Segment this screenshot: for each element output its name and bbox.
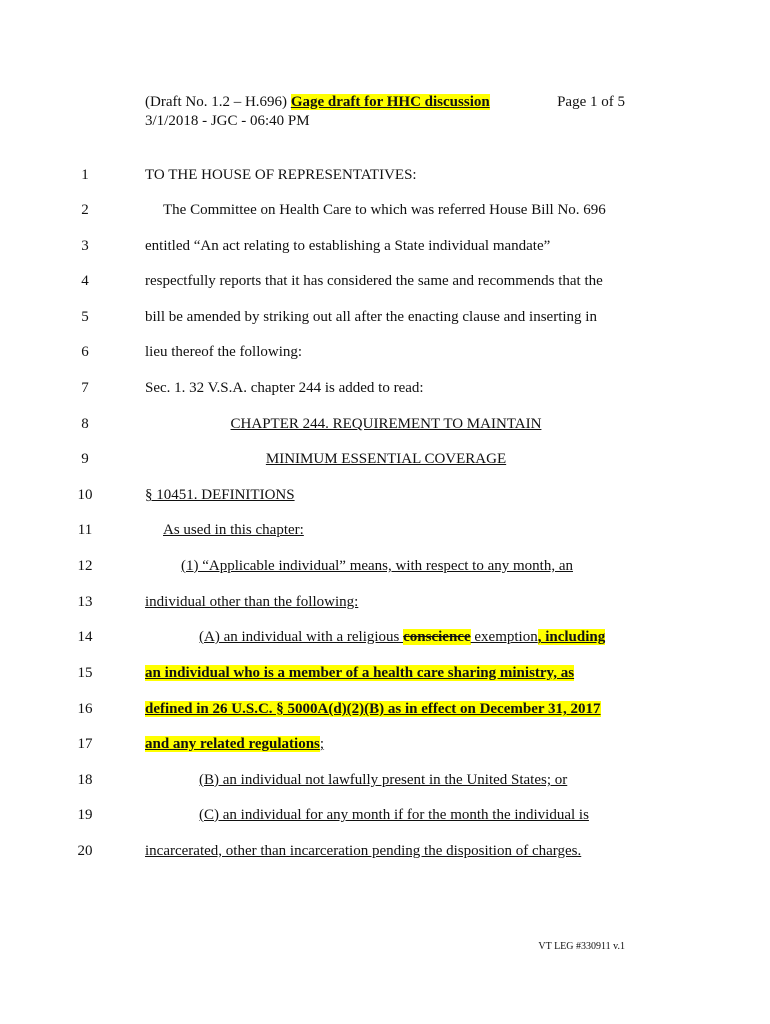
page-number: Page 1 of 5 [557, 94, 625, 110]
line-number: 6 [81, 344, 89, 360]
draft-label: (Draft No. 1.2 – H.696) [145, 94, 291, 110]
line-number: 8 [81, 416, 89, 432]
text-line [145, 663, 574, 683]
inserted-text: and any related regulations [145, 736, 320, 752]
line-number: 17 [77, 736, 93, 752]
draft-header [145, 92, 490, 112]
chapter-subtitle: MINIMUM ESSENTIAL COVERAGE [265, 451, 507, 467]
line-number: 19 [77, 807, 93, 823]
text-line: As used in this chapter: [163, 522, 304, 538]
line-number: 16 [77, 701, 93, 717]
text-line: (1) “Applicable individual” means, with respect to any month, an [181, 558, 573, 574]
line-number: 15 [77, 665, 93, 681]
inserted-text: defined in 26 U.S.C. § 5000A(d)(2)(B) as in effect on December 31, 2017 [145, 701, 601, 717]
line-number: 20 [77, 843, 93, 859]
text-line: The Committee on Health Care to which was referred House Bill No. 696 [163, 202, 606, 218]
line-number: 13 [77, 594, 93, 610]
line-number: 7 [81, 380, 89, 396]
inserted-text: an individual who is a member of a health care sharing ministry, as [145, 665, 575, 681]
text-line [145, 734, 324, 754]
text-line [199, 627, 605, 647]
text-line: entitled “An act relating to establishing a State individual mandate” [145, 238, 551, 254]
text-segment: exemption [470, 629, 538, 645]
text-line: lieu thereof the following: [145, 344, 303, 360]
text-line: (B) an individual not lawfully present in the United States; or [199, 772, 568, 788]
line-number: 1 [81, 167, 89, 183]
section-heading: § 10451. DEFINITIONS [145, 487, 295, 503]
line-number: 11 [77, 522, 93, 538]
text-segment: ; [319, 736, 325, 752]
line-number: 4 [81, 273, 89, 289]
struck-word: conscience [403, 629, 471, 645]
text-line: bill be amended by striking out all after the enacting clause and inserting in [145, 309, 597, 325]
text-line: (C) an individual for any month if for the month the individual is [199, 807, 589, 823]
line-number: 9 [81, 451, 89, 467]
text-line: individual other than the following: [145, 594, 359, 610]
text-line [145, 699, 601, 719]
inserted-text: , including [537, 629, 606, 645]
section-line: Sec. 1. 32 V.S.A. chapter 244 is added to read: [145, 380, 424, 396]
text-segment: (A) an individual with a religious [199, 629, 404, 645]
line-number: 2 [81, 202, 89, 218]
line-number: 12 [77, 558, 93, 574]
text-line: respectfully reports that it has considered the same and recommends that the [145, 273, 603, 289]
draft-highlight: Gage draft for HHC discussion [290, 94, 490, 110]
text-line: incarcerated, other than incarceration pending the disposition of charges. [145, 843, 582, 859]
line-number: 5 [81, 309, 89, 325]
line-number: 18 [77, 772, 93, 788]
date-line: 3/1/2018 - JGC - 06:40 PM [145, 113, 310, 129]
line-number: 3 [81, 238, 89, 254]
chapter-title: CHAPTER 244. REQUIREMENT TO MAINTAIN [230, 416, 542, 432]
line-number: 10 [77, 487, 93, 503]
addressee-line: TO THE HOUSE OF REPRESENTATIVES: [145, 167, 417, 183]
line-number: 14 [77, 629, 93, 645]
document-code: VT LEG #330911 v.1 [538, 941, 625, 952]
